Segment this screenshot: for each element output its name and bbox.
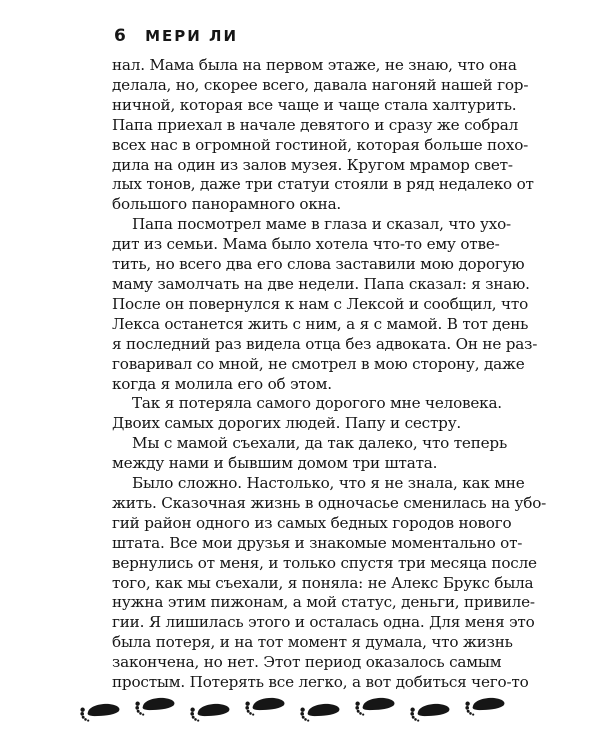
- text-line: Мы с мамой съехали, да так далеко, что теперь: [132, 434, 508, 453]
- text-line: когда я молила его об этом.: [112, 374, 332, 393]
- page-number: 6: [114, 26, 128, 46]
- text-line: гий район одного из самых бедных городов нового: [112, 513, 512, 532]
- body-text: [112, 56, 547, 693]
- footprint-icon: [134, 696, 175, 717]
- text-line: говаривал со мной, не смотрел в мою сторону, даже: [112, 354, 525, 373]
- text-line: дила на один из залов музея. Кругом мрамор свет-: [112, 155, 513, 174]
- footprint-icon: [79, 702, 120, 723]
- running-head: [114, 26, 238, 46]
- text-line: ничной, которая все чаще и чаще стала халтурить.: [112, 95, 517, 114]
- text-line: гии. Я лишилась этого и осталась одна. Для меня это: [112, 613, 535, 632]
- text-line: вернулись от меня, и только спустя три месяца после: [112, 553, 537, 572]
- text-line: делала, но, скорее всего, давала нагоняй нашей гор-: [112, 75, 529, 94]
- footprints-trail-icon: [78, 694, 522, 726]
- text-line: нужна этим пижонам, а мой статус, деньги, привиле-: [112, 593, 535, 612]
- text-line: жить. Сказочная жизнь в одночасье сменилась на убо-: [112, 493, 547, 512]
- text-line: Так я потеряла самого дорогого мне человека.: [132, 394, 502, 413]
- text-line: Двоих самых дорогих людей. Папу и сестру.: [112, 414, 462, 433]
- text-line: большого панорамного окна.: [112, 195, 342, 214]
- text-line: Папа посмотрел маме в глаза и сказал, что ухо-: [132, 215, 511, 234]
- text-line: я последний раз видела отца без адвоката. Он не раз-: [112, 334, 538, 353]
- text-line: Лекса останется жить с ним, а я с мамой. В тот день: [112, 314, 529, 333]
- text-line: нал. Мама была на первом этаже, не знаю, что она: [112, 56, 517, 74]
- footprint-icon: [299, 702, 340, 723]
- footprint-icon: [354, 696, 395, 717]
- text-line: всех нас в огромной гостиной, которая больше похо-: [112, 135, 529, 154]
- footprint-icon: [464, 696, 505, 717]
- footprint-icon: [189, 702, 230, 723]
- text-line: Было сложно. Настолько, что я не знала, как мне: [132, 474, 525, 493]
- text-line: простым. Потерять все легко, а вот добиться чего-то: [112, 673, 529, 692]
- text-line: Папа приехал в начале девятого и сразу же собрал: [112, 115, 519, 134]
- running-head-author: МЕРИ ЛИ: [145, 27, 239, 45]
- text-line: лых тонов, даже три статуи стояли в ряд недалеко от: [112, 175, 534, 194]
- text-line: была потеря, и на тот момент я думала, что жизнь: [112, 633, 513, 652]
- footprint-icon: [409, 702, 450, 723]
- text-line: маму замолчать на две недели. Папа сказал: я знаю.: [112, 274, 530, 293]
- text-line: закончена, но нет. Этот период оказалось самым: [112, 653, 502, 672]
- text-line: между нами и бывшим домом три штата.: [112, 454, 438, 473]
- footprint-icon: [244, 696, 285, 717]
- text-line: После он повернулся к нам с Лексой и сообщил, что: [112, 294, 529, 313]
- text-line: дит из семьи. Мама было хотела что-то ему отве-: [112, 235, 500, 254]
- text-line: того, как мы съехали, я поняла: не Алекс Брукс была: [112, 573, 534, 592]
- text-line: тить, но всего два его слова заставили мою дорогую: [112, 255, 525, 274]
- text-line: штата. Все мои друзья и знакомые моментально от-: [112, 533, 523, 552]
